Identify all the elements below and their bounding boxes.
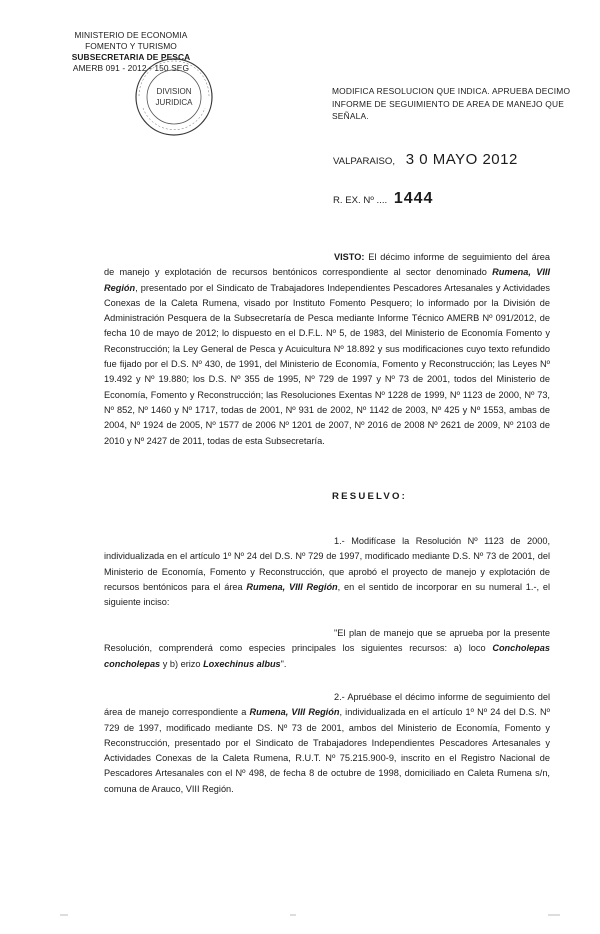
ministry-line: MINISTERIO DE ECONOMIA: [74, 30, 188, 40]
date-stamp: 3 0 MAYO 2012: [405, 151, 518, 168]
resolution-number: [333, 190, 433, 208]
scan-marks: [60, 912, 560, 918]
quote-text-b: y b) erizo: [160, 658, 204, 669]
quote-text-a: "El plan de manejo que se aprueba por la presente Resolución, comprenderá como especies principales los siguientes recursos: a) loco: [104, 628, 550, 654]
visto-text-b: , presentado por el Sindicato de Trabajadores Independientes Pescadores Artesanales y Actividades Conexas de la Caleta Rumena, visado por Instituto Fomento Pesquero; lo informado por la División de Administración Pesquera de la Subsecretaría de Pesca mediante Informe Técnico AMERB Nº 091/2012, de fecha 10 de mayo de 2012; lo dispuesto en el D.F.L. Nº 5, de 1983, del Ministerio de Economía Fomento y Reconstrucción; la Ley General de Pesca y Acuicultura Nº 18.892 y sus modificaciones cuyo texto refundido fue fijado por el D.S. Nº 430, de 1991, del Ministerio de Economía, Fomento y Reconstrucción; las Leyes Nº 19.492 y Nº 19.880; los D.S. Nº 355 de 1995, Nº 729 de 1997 y Nº 73 de 2001, todos del Ministerio de Economía, Fomento y Reconstrucción; las Resoluciones Exentas Nº 1228 de 1999, Nº 1123 de 2000, Nº 73, Nº 852, Nº 1460 y Nº 1717, todas de 2001, Nº 931 de 2002, Nº 1142 de 2003, Nº 425 y Nº 1553, ambas de 2004, Nº 1924 de 2005, Nº 1577 de 2006 Nº 1201 de 2007, Nº 2016 de 2008 Nº 2621 de 2009, Nº 2103 de 2010 y Nº 2427 de 2011, todas de esta Subsecretaría.: [104, 282, 550, 446]
item2-text-a: 2.- Apruébase el décimo informe de seguimiento del área de manejo correspondiente a: [104, 692, 550, 718]
undersecretary-line: SUBSECRETARIA DE PESCA: [71, 52, 191, 62]
visto-paragraph: [104, 250, 550, 449]
incorporated-inciso: [104, 626, 550, 672]
resolution-subject: MODIFICA RESOLUCION QUE INDICA. APRUEBA DECIMO INFORME DE SEGUIMIENTO DE AREA DE MANEJO QUE SEÑALA.: [332, 86, 571, 121]
item1-text-a: 1.- Modifícase la Resolución Nº 1123 de 2000, individualizada en el artículo 1º Nº 24 del D.S. Nº 729 de 1997, modificado mediante D.S. Nº 73 de 2001, del Ministerio de Economía, Fomento y Reconstrucción, que aprobó el proyecto de manejo y explotación de recursos bentónicos para el área: [104, 536, 550, 592]
species-1: Concholepas concholepas: [104, 643, 550, 669]
juridical-division-stamp: [133, 56, 215, 138]
visto-sector: Rumena, VIII Región: [104, 267, 550, 293]
stamp-text-1: DIVISION: [156, 87, 192, 96]
city: VALPARAISO,: [333, 156, 396, 167]
article-1-paragraph: [104, 534, 550, 610]
item2-text-b: , individualizada en el artículo 1º Nº 24 del D.S. Nº 729 de 1997, modificado mediante DS. Nº 73 de 2001, ambos del Ministerio de Economía, Fomento y Reconstrucción, presentado por el Sindicato de Trabajadores Independientes Pescadores Artesanales y Actividades Conexas de la Caleta Rumena, R.U.T. Nº 75.215.900-9, inscrito en el Registro Nacional de Pescadores Artesanales con el Nº 498, de fecha 8 de octubre de 1998, domiciliado en Caleta Rumena s/n, comuna de Arauco, VIII Región.: [104, 707, 550, 794]
visto-label: VISTO:: [334, 252, 365, 262]
quote-text-c: ".: [280, 658, 287, 669]
resuelvo-heading: RESUELVO:: [332, 491, 408, 502]
item1-area: Rumena, VIII Región: [246, 581, 338, 592]
item1-text-b: , en el sentido de incorporar en su numeral 1.-, el siguiente inciso:: [104, 581, 550, 608]
item2-area: Rumena, VIII Región: [249, 707, 340, 718]
resolution-label: R. EX. Nº ....: [333, 195, 388, 206]
resolution-number-value: 1444: [393, 190, 434, 207]
article-2-paragraph: [104, 690, 550, 797]
reference-code: AMERB 091 - 2012 - 150 SEG: [72, 63, 190, 73]
ministry-line-2: FOMENTO Y TURISMO: [85, 41, 177, 51]
place-date: [333, 151, 518, 168]
species-2: Loxechinus albus: [203, 658, 281, 669]
stamp-text-2: JURIDICA: [155, 98, 193, 107]
visto-text-a: El décimo informe de seguimiento del área de manejo y explotación de recursos bentónicos correspondiente al sector denominado: [104, 252, 550, 278]
